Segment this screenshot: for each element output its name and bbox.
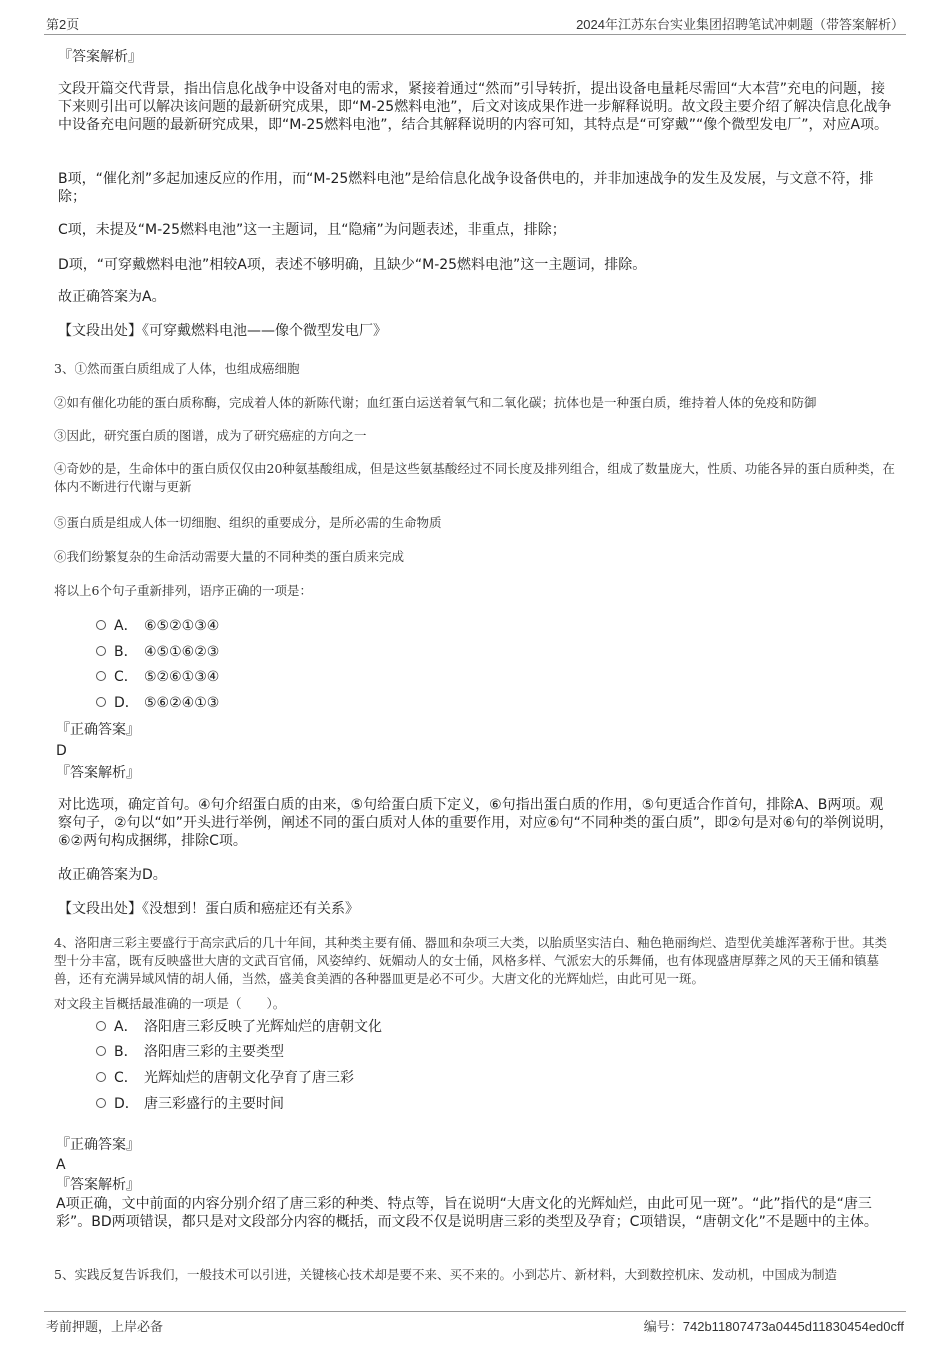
q4-analysis: A项正确，文中前面的内容分别介绍了唐三彩的种类、特点等，旨在说明“大唐文化的光辉灿烂，由此可见一斑”。“此”指代的是“唐三彩”。BD两项错误，都只是对文段部分内容的概括，而文段不仅是说明唐三彩的类型及孕育；C项错误，“唐朝文化”不是题中的主体。 (56, 1196, 878, 1230)
q3-conclusion: 故正确答案为D。 (58, 867, 167, 883)
q3-option-c[interactable]: C． ⑤②⑥①③④ (96, 667, 219, 687)
q4-option-b[interactable]: B． 洛阳唐三彩的主要类型 (96, 1042, 284, 1062)
q4-answer: A (56, 1157, 66, 1173)
q3-sentence-3: ③因此，研究蛋白质的图谱，成为了研究癌症的方向之一 (54, 428, 367, 443)
radio-icon[interactable] (96, 620, 106, 630)
q2-conclusion: 故正确答案为A。 (58, 289, 166, 305)
q3-sentence-4: ④奇妙的是，生命体中的蛋白质仅仅由20种氨基酸组成，但是这些氨基酸经过不同长度及排列组合，组成了数量庞大，性质、功能各异的蛋白质种类，在体内不断进行代谢与更新 (54, 461, 895, 494)
footer-slogan: 考前押题，上岸必备 (46, 1319, 164, 1334)
document-title: 2024年江苏东台实业集团招聘笔试冲刺题（带答案解析） (576, 17, 904, 32)
radio-icon[interactable] (96, 1046, 106, 1056)
q3-answer: D (56, 743, 67, 759)
q4-option-c[interactable]: C． 光辉灿烂的唐朝文化孕育了唐三彩 (96, 1068, 354, 1088)
q4-option-d[interactable]: D． 唐三彩盛行的主要时间 (96, 1094, 284, 1114)
q5-stem: 5、实践反复告诉我们，一般技术可以引进，关键核心技术却是要不来、买不来的。小到芯片、新材料，大到数控机床、发动机，中国成为制造 (54, 1267, 837, 1282)
page-footer (44, 1311, 906, 1336)
q2-analysis-title: 『答案解析』 (58, 49, 142, 65)
page-number: 第2页 (46, 17, 80, 32)
document-id: 编号：742b11807473a0445d11830454ed0cff (643, 1319, 904, 1334)
radio-icon[interactable] (96, 671, 106, 681)
q3-analysis-title: 『答案解析』 (56, 765, 140, 781)
q3-answer-title: 『正确答案』 (56, 722, 140, 738)
radio-icon[interactable] (96, 1072, 106, 1082)
q3-sentence-5: ⑤蛋白质是组成人体一切细胞、组织的重要成分，是所必需的生命物质 (54, 515, 442, 530)
q4-stem: 4、洛阳唐三彩主要盛行于高宗武后的几十年间，其种类主要有俑、器皿和杂项三大类，以胎质坚实洁白、釉色艳丽绚烂、造型优美雄浑著称于世。其类型十分丰富，既有反映盛世大唐的文武百官俑，风姿绰约、妩媚动人的女士俑，风格多样、气派宏大的乐舞俑，也有体现盛唐厚葬之风的天王俑和镇墓兽，还有充满异域风情的胡人俑，当然，盛美食美酒的各种器皿更是必不可少。大唐文化的光辉灿烂，由此可见一斑。 (54, 935, 887, 986)
radio-icon[interactable] (96, 697, 106, 707)
q2-source: 【文段出处】《可穿戴燃料电池——像个微型发电厂》 (58, 323, 387, 339)
q2-analysis-p3: C项，未提及“M-25燃料电池”这一主题词，且“隐痛”为问题表述，非重点，排除； (58, 222, 566, 238)
q3-option-d[interactable]: D． ⑤⑥②④①③ (96, 693, 219, 713)
q2-analysis-p4: D项，“可穿戴燃料电池”相较A项，表述不够明确，且缺少“M-25燃料电池”这一主题词，排除。 (58, 257, 647, 273)
q3-source: 【文段出处】《没想到！蛋白质和癌症还有关系》 (58, 901, 359, 917)
q3-prompt: 将以上6个句子重新排列，语序正确的一项是： (54, 583, 312, 598)
q2-analysis-p2: B项，“催化剂”多起加速反应的作用，而“M-25燃料电池”是给信息化战争设备供电的，并非加速战争的发生及发展，与文意不符，排除； (58, 171, 874, 205)
radio-icon[interactable] (96, 646, 106, 656)
q3-sentence-1: 3、①然而蛋白质组成了人体，也组成癌细胞 (54, 361, 300, 376)
page-header (44, 14, 906, 35)
q4-option-a[interactable]: A． 洛阳唐三彩反映了光辉灿烂的唐朝文化 (96, 1017, 382, 1037)
q3-sentence-2: ②如有催化功能的蛋白质称酶，完成着人体的新陈代谢；血红蛋白运送着氧气和二氧化碳；抗体也是一种蛋白质，维持着人体的免疫和防御 (54, 395, 817, 410)
q3-option-a[interactable]: A． ⑥⑤②①③④ (96, 616, 219, 636)
radio-icon[interactable] (96, 1021, 106, 1031)
q3-analysis: 对比选项，确定首句。④句介绍蛋白质的由来，⑤句给蛋白质下定义，⑥句指出蛋白质的作用，⑤句更适合作首句，排除A、B两项。观察句子，②句以“如”开头进行举例，阐述不同的蛋白质对人体的重要作用，对应⑥句“不同种类的蛋白质”，即②句是对⑥句的举例说明，⑥②两句构成捆绑，排除C项。 (58, 797, 894, 849)
q3-sentence-6: ⑥我们纷繁复杂的生命活动需要大量的不同种类的蛋白质来完成 (54, 549, 405, 564)
q4-question: 对文段主旨概括最准确的一项是（ ）。 (54, 996, 286, 1011)
q4-analysis-title: 『答案解析』 (56, 1177, 140, 1193)
radio-icon[interactable] (96, 1098, 106, 1108)
q2-analysis-p1: 文段开篇交代背景，指出信息化战争中设备对电的需求，紧接着通过“然而”引导转折，提出设备电量耗尽需回“大本营”充电的问题，接下来则引出可以解决该问题的最新研究成果，即“M-25燃料电池”，后文对该成果作进一步解释说明。故文段主要介绍了解决信息化战争中设备充电问题的最新研究成果，即“M-25燃料电池”，结合其解释说明的内容可知，其特点是“可穿戴”“像个微型发电厂”，对应A项。 (58, 81, 892, 133)
q4-answer-title: 『正确答案』 (56, 1137, 140, 1153)
q3-option-b[interactable]: B． ④⑤①⑥②③ (96, 642, 219, 662)
